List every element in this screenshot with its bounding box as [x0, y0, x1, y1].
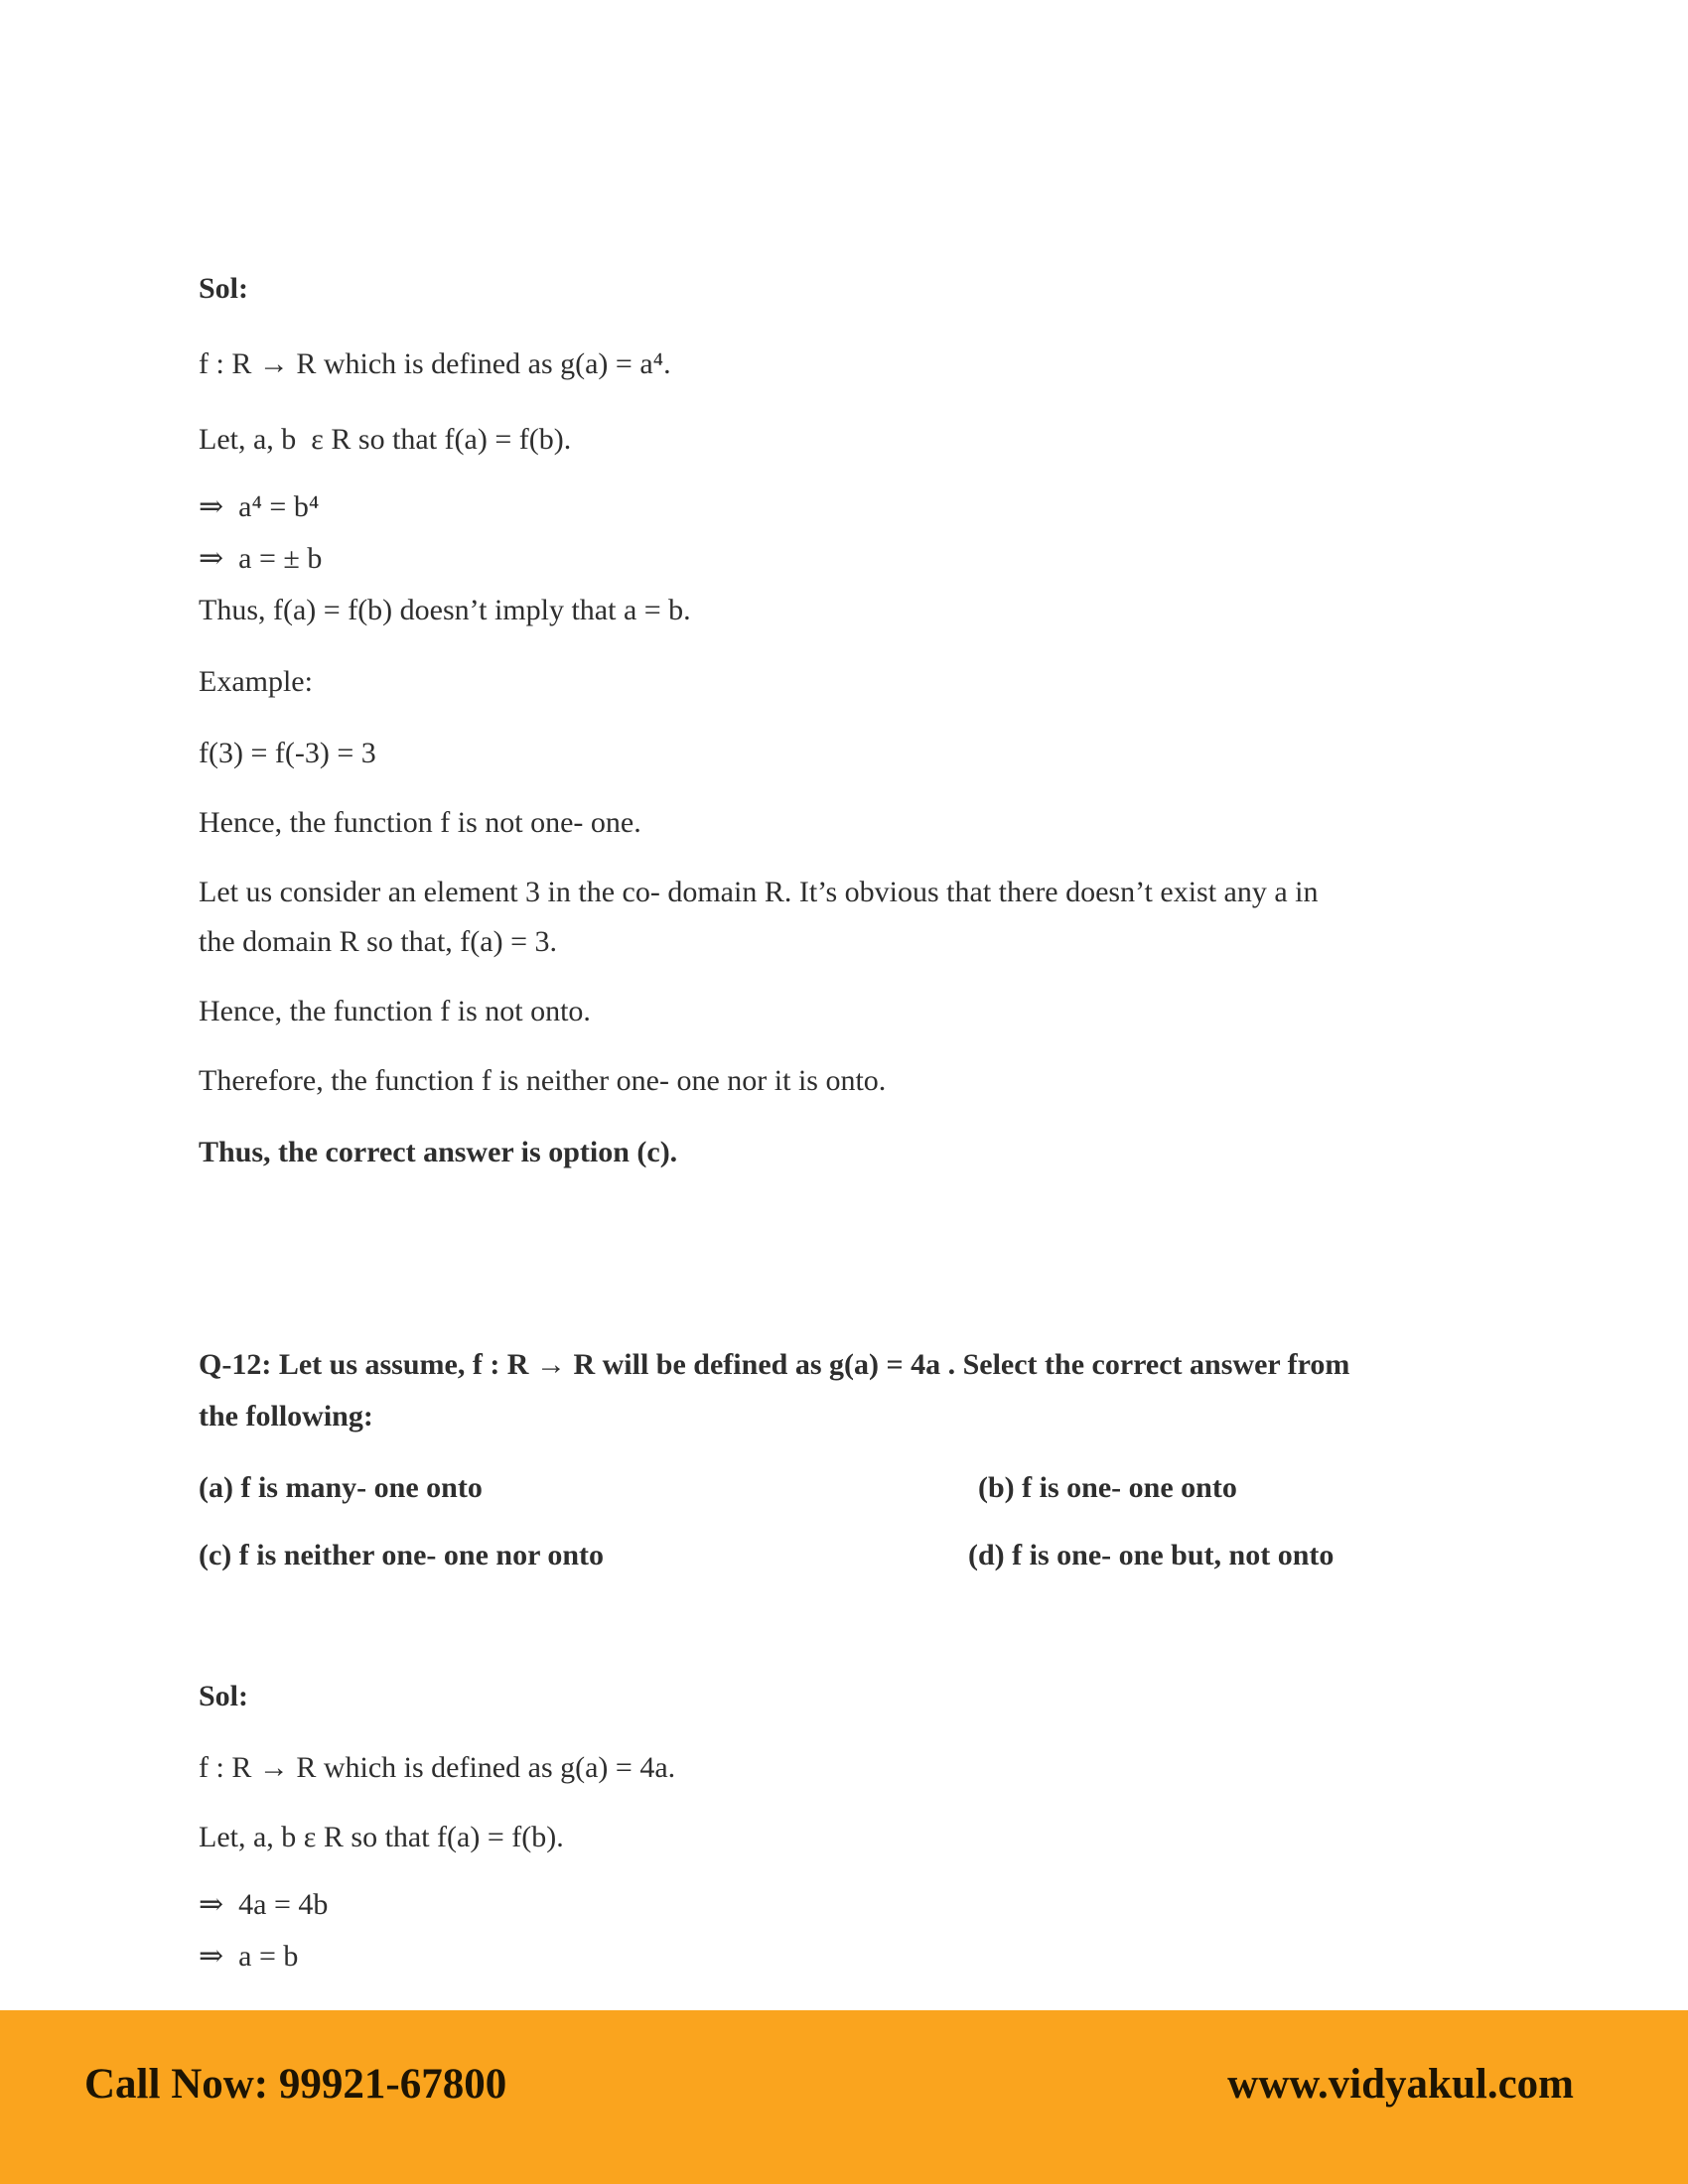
- solution1-answer: Thus, the correct answer is option (c).: [199, 1136, 678, 1168]
- question12-line1: Q-12: Let us assume, f : R → R will be defined as g(a) = 4a . Select the correct answer from: [199, 1348, 1350, 1381]
- solution1-definition: f : R → R which is defined as g(a) = a⁴.: [199, 347, 671, 380]
- solution2-step2: ⇒ a = b: [199, 1940, 299, 1973]
- solution1-step1: ⇒ a⁴ = b⁴: [199, 490, 320, 523]
- solution2-heading: Sol:: [199, 1680, 249, 1712]
- solution1-not-one-one: Hence, the function f is not one- one.: [199, 806, 641, 839]
- solution1-not-onto: Hence, the function f is not onto.: [199, 995, 591, 1027]
- solution2-assumption: Let, a, b ε R so that f(a) = f(b).: [199, 1821, 564, 1853]
- option-a: (a) f is many- one onto: [199, 1471, 483, 1504]
- solution1-therefore: Therefore, the function f is neither one- one nor it is onto.: [199, 1064, 887, 1097]
- solution1-assumption: Let, a, b ε R so that f(a) = f(b).: [199, 423, 572, 456]
- footer-bar: [0, 2010, 1688, 2184]
- solution2-step1: ⇒ 4a = 4b: [199, 1888, 329, 1921]
- footer-phone: Call Now: 99921-67800: [84, 2061, 507, 2108]
- solution1-thus: Thus, f(a) = f(b) doesn’t imply that a = b.: [199, 594, 691, 626]
- option-c: (c) f is neither one- one nor onto: [199, 1539, 605, 1571]
- solution1-example-label: Example:: [199, 665, 313, 698]
- solution1-consider-line1: Let us consider an element 3 in the co- domain R. It’s obvious that there doesn’t exist any a in: [199, 876, 1319, 908]
- solution1-consider-line2: the domain R so that, f(a) = 3.: [199, 925, 558, 958]
- question12-line2: the following:: [199, 1400, 373, 1433]
- option-d: (d) f is one- one but, not onto: [968, 1539, 1335, 1571]
- solution1-example-eq: f(3) = f(-3) = 3: [199, 737, 376, 769]
- footer-website: www.vidyakul.com: [1227, 2061, 1574, 2108]
- solution1-heading: Sol:: [199, 272, 249, 305]
- option-b: (b) f is one- one onto: [978, 1471, 1237, 1504]
- solution1-step2: ⇒ a = ± b: [199, 542, 323, 575]
- solution2-definition: f : R → R which is defined as g(a) = 4a.: [199, 1751, 676, 1784]
